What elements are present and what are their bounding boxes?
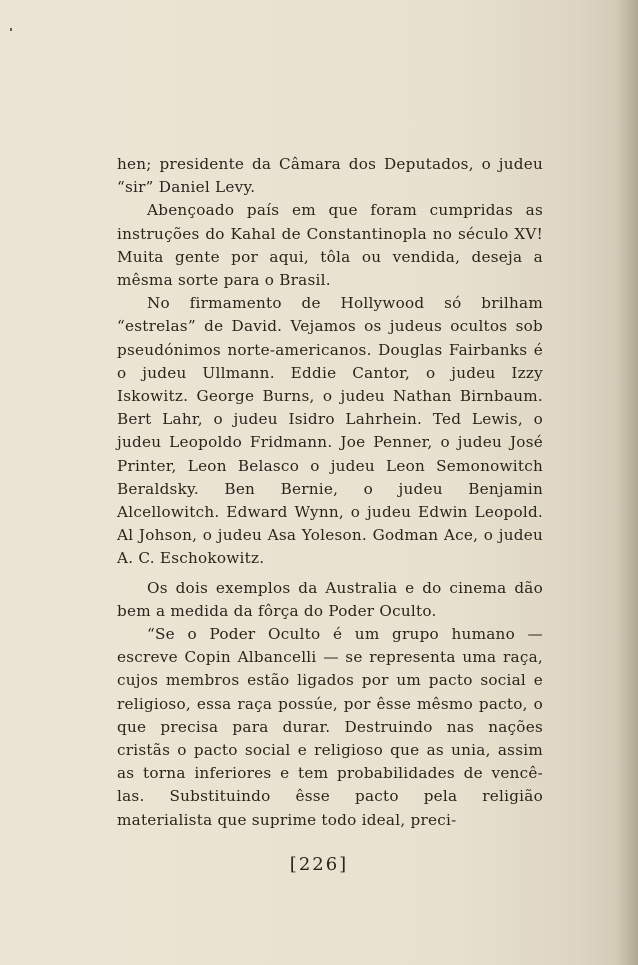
page-number: [226] bbox=[289, 854, 349, 875]
paragraph-quote: “Se o Poder Oculto é um grupo humano — escreve Copin Albancelli — se representa uma raça, cujos membros estão ligados por um pacto social e religioso, essa raça possúe, por êsse mêsmo pacto, o que precisa para durar. Destruindo nas nações cristãs o pacto social e religioso que as unia, assim as torna inferiores e tem probabilidades de vencê-las. Substituindo êsse pacto pela religião materialista que suprime todo ideal, preci- bbox=[117, 625, 543, 829]
paragraph-examples: Os dois exemplos da Australia e do cinema dão bem a medida da fôrça do Poder Oculto. bbox=[117, 578, 543, 620]
margin-mark bbox=[10, 28, 12, 31]
paragraph-continuation: hen; presidente da Câmara dos Deputados, o judeu “sir” Daniel Levy. bbox=[117, 155, 543, 197]
paragraph-hollywood: No firmamento de Hollywood só brilham “estrelas” de David. Vejamos os judeus ocultos sob pseudónimos norte-americanos. Douglas Fairbanks é o judeu Ullmann. Eddie Cantor, o judeu Izzy Iskowitz. George Burns, o judeu Nathan Birnbaum. Bert Lahr, o judeu Isidro Lahrhein. Ted Lewis, o judeu Leopoldo Fridmann. Joe Penner, o judeu José Printer, Leon Belasco o judeu Leon Semonowitch Beraldsky. Ben Bernie, o judeu Benjamin Alcellowitch. Edward Wynn, o judeu Edwin Leopold. Al Johson, o judeu Asa Yoleson. Godman Ace, o judeu A. C. Eschokowitz. bbox=[117, 294, 543, 568]
binding-shadow bbox=[616, 0, 638, 965]
paragraph-kahal: Abençoado país em que foram cumpridas as instruções do Kahal de Constantinopla no século XV! Muita gente por aqui, tôla ou vendida, deseja a mêsma sorte para o Brasil. bbox=[117, 201, 543, 290]
body-text bbox=[117, 153, 543, 832]
